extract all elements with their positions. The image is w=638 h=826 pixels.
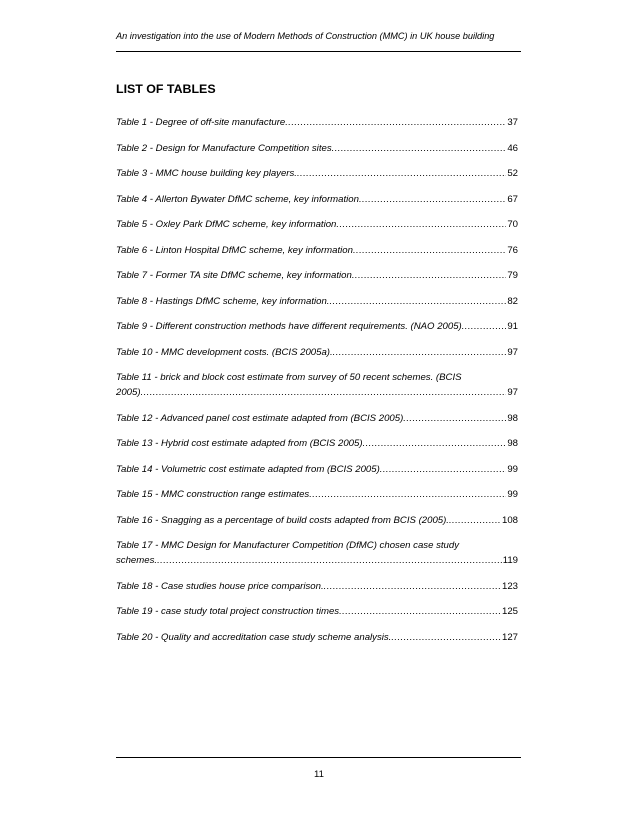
toc-entry-table-17[interactable] [116, 538, 518, 568]
toc-entry-table-16[interactable] [116, 513, 518, 528]
toc-entry-table-2[interactable] [116, 141, 518, 156]
dot-leader [462, 319, 507, 334]
toc-entry-label: Table 13 - Hybrid cost estimate adapted from (BCIS 2005) [116, 438, 363, 449]
toc-entry-page: 97 [507, 387, 518, 398]
toc-entry-label: Table 20 - Quality and accreditation case study scheme analysis. [116, 631, 392, 643]
toc-entry-label: Table 9 - Different construction methods have different requirements. (NAO 2005) [116, 321, 462, 332]
toc-entry-label: Table 6 - Linton Hospital DfMC scheme, key information [116, 244, 353, 256]
toc-entry-page: 125 [501, 606, 518, 617]
dot-leader [339, 604, 501, 619]
toc-entry-table-19[interactable] [116, 604, 518, 619]
toc-entry-table-9[interactable] [116, 319, 518, 334]
dot-leader [324, 579, 501, 594]
dot-leader [336, 217, 506, 232]
toc-entry-page: 108 [501, 514, 518, 526]
toc-entry-label: Table 3 - MMC house building key players. [116, 168, 297, 179]
toc-entry-page: 97 [507, 346, 518, 358]
toc-entry-table-8[interactable] [116, 294, 518, 309]
dot-leader [157, 553, 502, 568]
dot-leader [333, 345, 507, 360]
dot-leader [329, 294, 506, 309]
toc-entry-label: Table 4 - Allerton Bywater DfMC scheme, key information [116, 193, 359, 205]
toc-entry-page: 70 [507, 219, 518, 230]
toc-entry-label: Table 2 - Design for Manufacture Competition sites [116, 142, 332, 154]
toc-entry-label: schemes. [116, 555, 158, 566]
toc-entry-page: 99 [507, 463, 518, 475]
toc-entry-label: Table 5 - Oxley Park DfMC scheme, key information [116, 219, 337, 230]
toc-entry-page: 98 [507, 412, 518, 424]
toc-entry-label-line1: Table 17 - MMC Design for Manufacturer Competition (DfMC) chosen case study [116, 540, 460, 551]
toc-entry-page: 79 [507, 270, 518, 281]
toc-entry-page: 46 [507, 142, 518, 154]
toc-entry-label: Table 19 - case study total project construction times [116, 606, 340, 617]
toc-entry-label: Table 8 - Hastings DfMC scheme, key information. [116, 295, 330, 307]
toc-entry-page: 37 [507, 117, 518, 128]
footer-divider [116, 757, 521, 758]
dot-leader [353, 243, 506, 258]
toc-entry-label: Table 12 - Advanced panel cost estimate adapted from (BCIS 2005) [116, 412, 404, 424]
toc-entry-label: Table 16 - Snagging as a percentage of build costs adapted from BCIS (2005). [116, 514, 449, 526]
header-divider [116, 51, 521, 52]
toc-entry-page: 76 [507, 244, 518, 256]
toc-entry-label: Table 15 - MMC construction range estimates [116, 489, 310, 500]
running-header: An investigation into the use of Modern Methods of Construction (MMC) in UK house building [116, 31, 495, 41]
toc-entry-table-14[interactable] [116, 462, 518, 477]
toc-entry-page: 52 [507, 168, 518, 179]
toc-entry-label-line1: Table 11 - brick and block cost estimate from survey of 50 recent schemes. (BCIS [116, 372, 462, 383]
toc-entry-table-18[interactable] [116, 579, 518, 594]
list-of-tables [116, 115, 518, 655]
toc-entry-table-11[interactable] [116, 370, 518, 400]
dot-leader [141, 385, 507, 400]
toc-entry-page: 127 [501, 631, 518, 643]
toc-entry-table-3[interactable] [116, 166, 518, 181]
dot-leader [449, 513, 501, 528]
toc-entry-table-4[interactable] [116, 192, 518, 207]
dot-leader [309, 487, 506, 502]
toc-entry-table-15[interactable] [116, 487, 518, 502]
page-number: 11 [314, 769, 324, 780]
toc-entry-table-20[interactable] [116, 630, 518, 645]
toc-entry-table-12[interactable] [116, 411, 518, 426]
toc-entry-page: 123 [501, 580, 518, 592]
toc-entry-label: Table 14 - Volumetric cost estimate adapted from (BCIS 2005) [116, 463, 380, 475]
toc-entry-label: Table 1 - Degree of off-site manufacture [116, 117, 286, 128]
dot-leader [391, 630, 501, 645]
dot-leader [359, 192, 506, 207]
toc-entry-page: 99 [507, 489, 518, 500]
dot-leader [403, 411, 506, 426]
dot-leader [363, 436, 507, 451]
dot-leader [332, 141, 507, 156]
toc-entry-table-1[interactable] [116, 115, 518, 130]
toc-entry-label: Table 7 - Former TA site DfMC scheme, key information [116, 270, 352, 281]
toc-entry-table-5[interactable] [116, 217, 518, 232]
toc-entry-table-13[interactable] [116, 436, 518, 451]
toc-entry-page: 91 [507, 321, 518, 332]
page-title: LIST OF TABLES [116, 82, 216, 96]
toc-entry-table-6[interactable] [116, 243, 518, 258]
dot-leader [297, 166, 506, 181]
toc-entry-label: Table 18 - Case studies house price comparison. [116, 580, 324, 592]
toc-entry-table-10[interactable] [116, 345, 518, 360]
toc-entry-label: 2005) [116, 387, 141, 398]
toc-entry-page: 67 [507, 193, 518, 205]
toc-entry-label: Table 10 - MMC development costs. (BCIS 2005a). [116, 346, 333, 358]
dot-leader [352, 268, 507, 283]
toc-entry-page: 119 [502, 555, 518, 566]
dot-leader [380, 462, 507, 477]
dot-leader [285, 115, 506, 130]
toc-entry-page: 98 [507, 438, 518, 449]
toc-entry-table-7[interactable] [116, 268, 518, 283]
toc-entry-page: 82 [507, 295, 518, 307]
